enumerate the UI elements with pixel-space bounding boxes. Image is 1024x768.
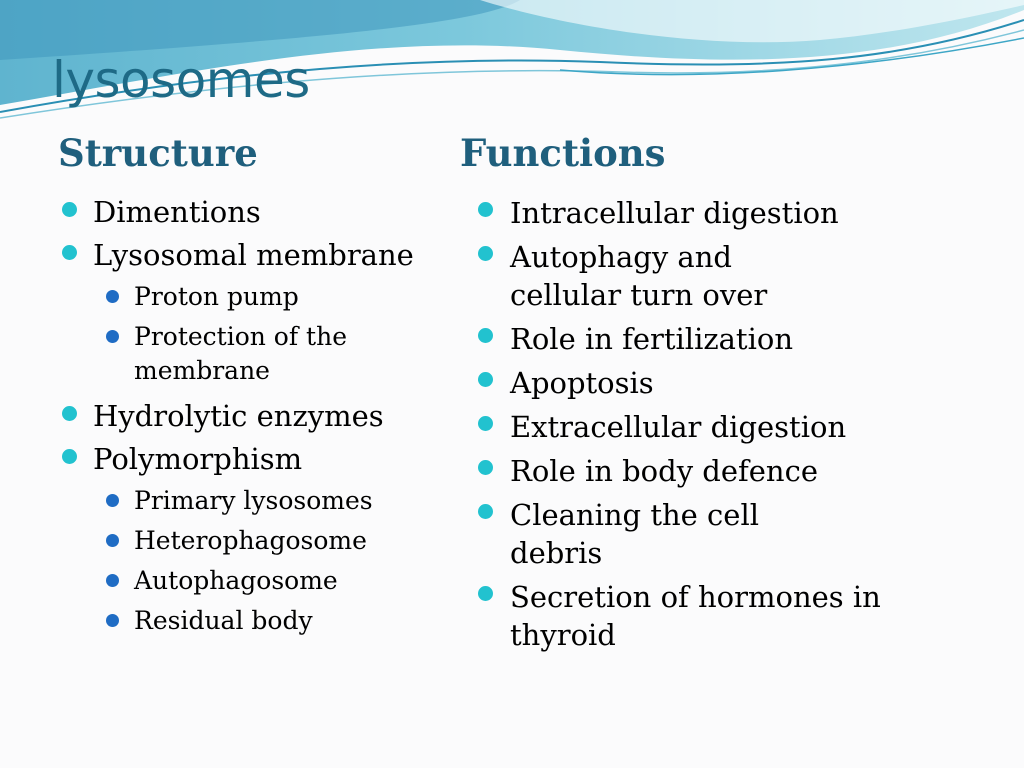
sub-list-item: Heterophagosome: [60, 524, 450, 558]
functions-heading: Functions: [460, 131, 666, 175]
bullet-icon: [478, 504, 493, 519]
bullet-icon: [478, 372, 493, 387]
bullet-icon: [62, 202, 77, 217]
bullet-icon: [478, 202, 493, 217]
list-item: Dimentions: [60, 194, 450, 231]
sub-bullet-icon: [106, 614, 119, 627]
list-item: Intracellular digestion: [478, 194, 878, 232]
sub-bullet-icon: [106, 574, 119, 587]
bullet-icon: [62, 449, 77, 464]
list-item: Cleaning the cell debris: [478, 496, 800, 572]
sub-list-item: Protection of the membrane: [60, 320, 434, 388]
list-item: Secretion of hormones in thyroid: [478, 578, 890, 654]
sub-list-item: Autophagosome: [60, 564, 450, 598]
bullet-icon: [478, 460, 493, 475]
slide-title: lysosomes: [52, 51, 310, 109]
bullet-icon: [62, 245, 77, 260]
sub-list-item: Residual body: [60, 604, 450, 638]
bullet-icon: [478, 416, 493, 431]
bullet-icon: [478, 328, 493, 343]
functions-list: [478, 194, 881, 660]
sub-bullet-icon: [106, 494, 119, 507]
list-item: Lysosomal membrane: [60, 237, 450, 274]
list-item: Apoptosis: [478, 364, 878, 402]
list-item: Extracellular digestion: [478, 408, 878, 446]
sub-list-item: Primary lysosomes: [60, 484, 450, 518]
list-item: Autophagy and cellular turn over: [478, 238, 810, 314]
bullet-icon: [478, 586, 493, 601]
structure-heading: Structure: [58, 131, 258, 175]
list-item: Polymorphism: [60, 441, 450, 478]
bullet-icon: [478, 246, 493, 261]
sub-list-item: Proton pump: [60, 280, 450, 314]
list-item: Role in fertilization: [478, 320, 878, 358]
structure-list: [60, 194, 450, 644]
list-item: Role in body defence: [478, 452, 878, 490]
sub-bullet-icon: [106, 534, 119, 547]
bullet-icon: [62, 406, 77, 421]
sub-bullet-icon: [106, 330, 119, 343]
list-item: Hydrolytic enzymes: [60, 398, 450, 435]
sub-bullet-icon: [106, 290, 119, 303]
